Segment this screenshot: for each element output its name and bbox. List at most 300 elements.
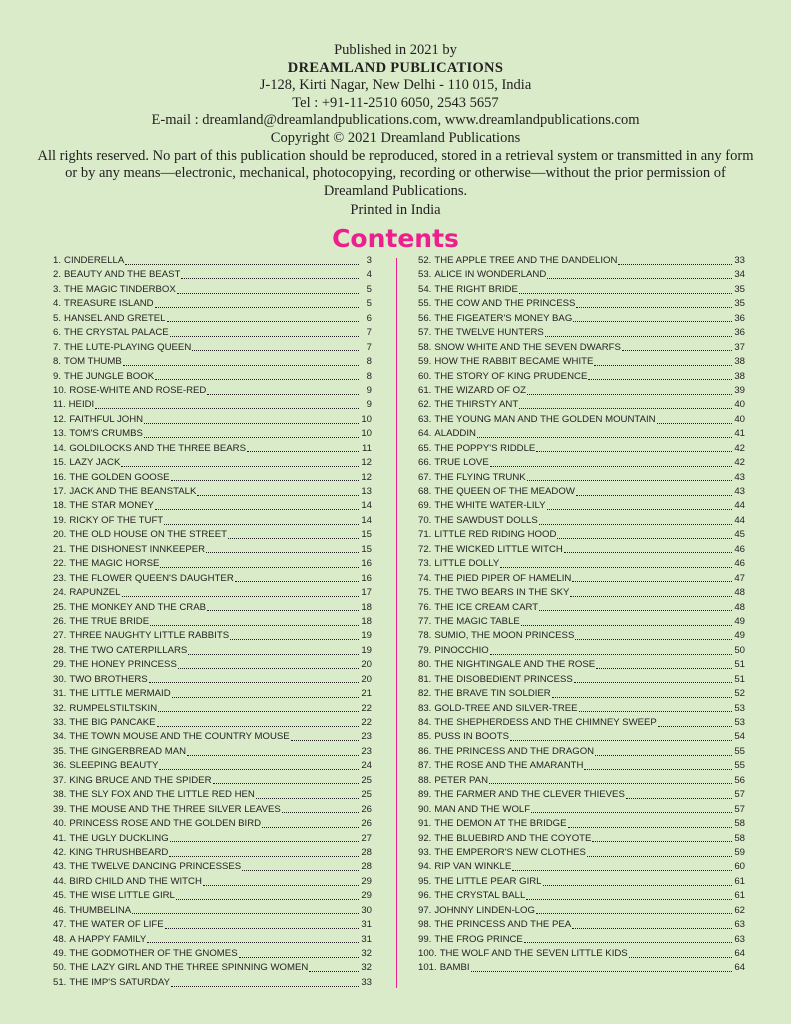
toc-entry-page: 41 (734, 428, 745, 440)
toc-entry (418, 658, 745, 672)
dot-leader (176, 889, 359, 900)
toc-entry-number: 15. (53, 457, 67, 469)
toc-entry (418, 283, 745, 297)
dot-leader (477, 427, 732, 438)
toc-entry-page: 51 (734, 673, 745, 685)
dot-leader (188, 644, 359, 655)
toc-entry-page: 43 (734, 471, 745, 483)
dot-leader (207, 600, 359, 611)
dot-leader (576, 297, 732, 308)
toc-entry-number: 54. (418, 283, 432, 295)
toc-entry-page: 23 (361, 731, 372, 743)
toc-entry-page: 62 (734, 904, 745, 916)
toc-entry-page: 8 (366, 356, 372, 368)
toc-entry-page: 9 (366, 399, 372, 411)
toc-entry-page: 44 (734, 514, 745, 526)
toc-entry-page: 26 (361, 818, 372, 830)
toc-entry (53, 499, 372, 513)
dot-leader (519, 398, 732, 409)
toc-entry-number: 24. (53, 587, 67, 599)
toc-entry-page: 10 (361, 428, 372, 440)
toc-entry-page: 63 (734, 933, 745, 945)
dot-leader (500, 557, 732, 568)
toc-entry-title: THE WISE LITTLE GIRL (69, 890, 175, 902)
toc-entry-number: 27. (53, 630, 67, 642)
toc-entry-number: 53. (418, 269, 432, 281)
toc-entry-page: 43 (734, 486, 745, 497)
dot-leader (170, 831, 359, 842)
toc-entry-page: 11 (362, 442, 372, 454)
toc-entry (53, 326, 372, 340)
toc-entry (418, 716, 745, 730)
toc-entry-title: TWO BROTHERS (69, 673, 148, 685)
toc-entry-page: 5 (366, 298, 372, 310)
dot-leader (171, 470, 359, 481)
toc-entry-title: THE TWELVE HUNTERS (434, 327, 544, 339)
toc-entry-number: 13. (53, 428, 67, 440)
toc-entry-number: 60. (418, 370, 432, 382)
toc-entry-page: 6 (366, 312, 372, 324)
toc-entry (418, 745, 745, 759)
dot-leader (242, 860, 359, 871)
contents-column-left (53, 254, 372, 990)
toc-entry (418, 370, 745, 384)
toc-entry (418, 485, 745, 499)
toc-entry-number: 63. (418, 413, 432, 425)
toc-entry (53, 933, 372, 947)
toc-entry-number: 6. (53, 327, 62, 339)
dot-leader (282, 802, 359, 813)
toc-entry (418, 961, 745, 975)
toc-entry (418, 817, 745, 831)
toc-entry (418, 528, 745, 542)
dot-leader (132, 903, 359, 914)
toc-entry-page: 35 (734, 283, 745, 295)
toc-entry-title: THE MAGIC HORSE (69, 558, 160, 570)
toc-entry (53, 601, 372, 615)
toc-entry-number: 89. (418, 789, 432, 801)
toc-entry-page: 55 (734, 745, 745, 757)
toc-entry (418, 860, 745, 874)
toc-entry (418, 601, 745, 615)
toc-entry-title: LITTLE DOLLY (434, 558, 500, 570)
toc-entry (53, 759, 372, 773)
toc-entry-number: 42. (53, 846, 67, 858)
toc-entry-page: 59 (734, 846, 745, 858)
toc-entry-page: 31 (361, 919, 372, 931)
toc-entry (418, 889, 745, 903)
toc-entry (418, 644, 745, 658)
toc-entry-page: 56 (734, 774, 745, 786)
dot-leader (170, 326, 359, 337)
toc-entry-title: THE WOLF AND THE SEVEN LITTLE KIDS (439, 948, 628, 959)
toc-entry-page: 30 (361, 904, 372, 916)
publisher-telephone: Tel : +91-11-2510 6050, 2543 5657 (292, 94, 499, 111)
toc-entry-title: HOW THE RABBIT BECAME WHITE (434, 356, 594, 368)
toc-entry-number: 98. (418, 919, 432, 931)
toc-entry (53, 774, 372, 788)
toc-entry (53, 846, 372, 860)
toc-entry-number: 59. (418, 356, 432, 368)
toc-entry-page: 44 (734, 500, 745, 512)
toc-entry-number: 11. (53, 399, 66, 411)
toc-entry (53, 254, 372, 268)
toc-entry-page: 50 (734, 644, 745, 656)
toc-entry-title: THE STAR MONEY (69, 500, 154, 512)
toc-entry (53, 644, 372, 658)
toc-entry-title: THE OLD HOUSE ON THE STREET (69, 529, 227, 541)
toc-entry (418, 803, 745, 817)
toc-entry-number: 58. (418, 341, 432, 353)
toc-entry-title: THE QUEEN OF THE MEADOW (434, 486, 575, 497)
toc-entry (418, 846, 745, 860)
toc-entry-page: 26 (361, 803, 372, 815)
toc-entry-page: 33 (361, 976, 372, 988)
toc-entry-page: 48 (734, 587, 745, 599)
toc-entry (418, 398, 745, 412)
toc-entry-number: 28. (53, 644, 67, 656)
toc-entry-page: 31 (361, 933, 372, 945)
toc-entry-title: THE TWELVE DANCING PRINCESSES (69, 861, 242, 873)
toc-entry-title: THE BLUEBIRD AND THE COYOTE (434, 832, 592, 844)
toc-entry (53, 485, 372, 499)
dot-leader (206, 542, 359, 553)
toc-entry-page: 28 (361, 846, 372, 858)
toc-entry-number: 100. (418, 948, 437, 959)
toc-entry-number: 1. (53, 255, 62, 266)
toc-entry (418, 499, 745, 513)
toc-entry-title: THE STORY OF KING PRUDENCE (434, 370, 588, 382)
toc-entry-page: 36 (734, 312, 745, 324)
dot-leader (213, 773, 359, 784)
toc-entry-page: 46 (734, 558, 745, 570)
toc-entry-page: 21 (361, 688, 372, 700)
toc-entry-title: THE MAGIC TINDERBOX (64, 283, 176, 295)
dot-leader (552, 687, 732, 698)
toc-entry-title: THE PIED PIPER OF HAMELIN (434, 572, 572, 584)
dot-leader (594, 355, 732, 366)
toc-entry-title: THE IMP'S SATURDAY (69, 976, 170, 988)
toc-entry (53, 442, 372, 456)
toc-entry-title: THE FROG PRINCE (434, 933, 523, 945)
toc-entry-page: 7 (366, 341, 372, 353)
toc-entry-title: RICKY OF THE TUFT (69, 514, 164, 526)
toc-entry-number: 38. (53, 789, 67, 801)
dot-leader (144, 427, 359, 438)
dot-leader (539, 600, 732, 611)
dot-leader (122, 586, 359, 597)
toc-entry (418, 687, 745, 701)
toc-entry-title: THE POPPY'S RIDDLE (434, 442, 536, 454)
toc-entry-number: 79. (418, 644, 432, 656)
toc-entry (53, 702, 372, 716)
toc-entry (53, 961, 372, 975)
toc-entry-page: 57 (734, 789, 745, 801)
toc-entry-number: 69. (418, 500, 432, 512)
toc-entry-number: 43. (53, 861, 67, 873)
toc-entry-number: 78. (418, 630, 432, 642)
toc-entry-number: 10. (53, 384, 67, 396)
dot-leader (165, 918, 359, 929)
toc-entry-title: THE GODMOTHER OF THE GNOMES (69, 948, 238, 959)
toc-entry (418, 933, 745, 947)
toc-entry-title: ROSE-WHITE AND ROSE-RED (69, 384, 207, 396)
toc-entry-page: 5 (366, 283, 372, 295)
toc-entry-title: THE DISHONEST INNKEEPER (69, 543, 206, 555)
dot-leader (144, 413, 359, 424)
toc-entry-title: THE BRAVE TIN SOLDIER (434, 688, 551, 700)
toc-entry-title: HEIDI (68, 399, 95, 411)
toc-entry-title: THE WHITE WATER-LILY (434, 500, 546, 512)
dot-leader (539, 514, 732, 525)
toc-entry-number: 14. (53, 442, 67, 454)
toc-entry (418, 759, 745, 773)
dot-leader (309, 961, 359, 972)
toc-entry-number: 22. (53, 558, 67, 570)
toc-entry (53, 817, 372, 831)
toc-entry-page: 10 (361, 413, 372, 425)
toc-entry (53, 716, 372, 730)
toc-entry-number: 26. (53, 615, 67, 627)
dot-leader (160, 557, 359, 568)
toc-entry-number: 50. (53, 962, 67, 974)
dot-leader (545, 326, 732, 337)
toc-entry-page: 57 (734, 803, 745, 815)
dot-leader (618, 254, 732, 265)
dot-leader (524, 932, 732, 943)
dot-leader (531, 802, 732, 813)
toc-entry-page: 51 (734, 659, 745, 671)
toc-entry (53, 557, 372, 571)
column-divider (396, 258, 397, 988)
dot-leader (192, 340, 359, 351)
dot-leader (572, 571, 732, 582)
toc-entry (418, 384, 745, 398)
toc-entry (53, 312, 372, 326)
toc-entry (418, 543, 745, 557)
toc-entry (418, 557, 745, 571)
toc-entry-number: 85. (418, 731, 432, 743)
published-line: Published in 2021 by (334, 42, 457, 58)
dot-leader (177, 283, 359, 294)
toc-entry-title: PUSS IN BOOTS (434, 731, 509, 743)
dot-leader (291, 730, 359, 741)
toc-entry-page: 7 (366, 327, 372, 339)
toc-entry-title: LITTLE RED RIDING HOOD (434, 529, 557, 541)
toc-entry-title: BAMBI (439, 962, 470, 974)
toc-entry-number: 80. (418, 659, 432, 671)
toc-entry-number: 82. (418, 688, 432, 700)
toc-entry-page: 14 (361, 514, 372, 526)
toc-entry-title: FAITHFUL JOHN (69, 413, 144, 425)
toc-entry-number: 67. (418, 471, 432, 483)
toc-entry-title: KING BRUCE AND THE SPIDER (69, 774, 212, 786)
toc-entry-page: 8 (366, 370, 372, 382)
dot-leader (489, 773, 732, 784)
toc-entry-page: 25 (361, 774, 372, 786)
toc-entry-page: 39 (734, 384, 745, 396)
toc-entry-page: 49 (734, 630, 745, 642)
toc-entry (418, 427, 745, 441)
toc-entry-title: THE WICKED LITTLE WITCH (434, 543, 563, 555)
toc-entry-title: THE DISOBEDIENT PRINCESS (434, 673, 573, 685)
toc-entry (53, 586, 372, 600)
toc-entry (418, 947, 745, 961)
toc-entry-title: THE SLY FOX AND THE LITTLE RED HEN (69, 789, 255, 801)
toc-entry-title: THE SHEPHERDESS AND THE CHIMNEY SWEEP (434, 717, 657, 728)
dot-leader (596, 658, 732, 669)
dot-leader (622, 340, 732, 351)
toc-entry (53, 832, 372, 846)
toc-entry-title: RIP VAN WINKLE (434, 861, 512, 873)
toc-entry (418, 297, 745, 311)
toc-entry (53, 268, 372, 282)
toc-entry-page: 60 (734, 861, 745, 873)
toc-entry (53, 947, 372, 961)
toc-entry-number: 90. (418, 803, 432, 815)
toc-entry-page: 20 (361, 673, 372, 685)
toc-entry-page: 53 (734, 717, 745, 728)
toc-entry-page: 58 (734, 832, 745, 844)
toc-entry-number: 57. (418, 327, 432, 339)
toc-entry-page: 48 (734, 601, 745, 613)
toc-entry-number: 48. (53, 933, 67, 945)
toc-entry-title: THE THIRSTY ANT (434, 399, 519, 411)
toc-entry-number: 72. (418, 543, 432, 555)
toc-entry-number: 62. (418, 399, 432, 411)
toc-entry-number: 25. (53, 601, 67, 613)
toc-entry-number: 18. (53, 500, 67, 512)
toc-entry-number: 56. (418, 312, 432, 324)
toc-entry-title: THE TRUE BRIDE (69, 615, 150, 627)
toc-entry-number: 19. (53, 514, 67, 526)
toc-entry-title: THE MAGIC TABLE (434, 615, 520, 627)
toc-entry-page: 53 (734, 702, 745, 714)
toc-entry-number: 71. (418, 529, 432, 541)
dot-leader (158, 701, 359, 712)
toc-entry-page: 12 (361, 471, 372, 483)
toc-entry-title: THE ROSE AND THE AMARANTH (434, 760, 584, 772)
dot-leader (123, 355, 359, 366)
toc-entry-title: THREE NAUGHTY LITTLE RABBITS (69, 630, 230, 642)
toc-entry (53, 904, 372, 918)
toc-entry-title: BIRD CHILD AND THE WITCH (69, 875, 202, 887)
toc-entry-title: THE UGLY DUCKLING (69, 832, 169, 844)
dot-leader (658, 716, 732, 727)
dot-leader (490, 456, 732, 467)
toc-entry-number: 34. (53, 731, 67, 743)
toc-entry-number: 87. (418, 760, 432, 772)
toc-entry-number: 30. (53, 673, 67, 685)
dot-leader (256, 788, 359, 799)
toc-entry-title: THE FLYING TRUNK (434, 471, 526, 483)
toc-entry-page: 29 (361, 890, 372, 902)
toc-entry-number: 96. (418, 890, 432, 902)
toc-entry-page: 36 (734, 327, 745, 339)
toc-entry-number: 51. (53, 976, 67, 988)
publisher-address: J-128, Kirti Nagar, New Delhi - 110 015, India (259, 77, 532, 94)
dot-leader (181, 268, 359, 279)
toc-entry-number: 99. (418, 933, 432, 945)
publisher-name: DREAMLAND PUBLICATIONS (287, 59, 504, 76)
toc-entry-number: 74. (418, 572, 432, 584)
toc-entry-page: 18 (361, 615, 372, 627)
dot-leader (207, 384, 359, 395)
toc-entry-number: 45. (53, 890, 67, 902)
dot-leader (164, 514, 359, 525)
toc-entry-page: 16 (361, 558, 372, 570)
dot-leader (235, 571, 359, 582)
toc-entry-page: 19 (361, 644, 372, 656)
toc-entry-number: 39. (53, 803, 67, 815)
toc-entry-number: 44. (53, 875, 67, 887)
toc-entry-number: 2. (53, 269, 62, 281)
toc-entry-title: CINDERELLA (64, 255, 125, 266)
toc-entry (53, 528, 372, 542)
toc-entry-page: 15 (361, 543, 372, 555)
toc-entry-title: THE LUTE-PLAYING QUEEN (64, 341, 192, 353)
toc-entry (53, 355, 372, 369)
toc-entry-title: PINOCCHIO (434, 644, 489, 656)
rights-statement: All rights reserved. No part of this publication should be reproduced, stored in a retrieval system or transmitted in any form or by any means—electronic, mechanical, photocopying, recording or otherwise—without the prior permission of Dreamland Publications. (37, 147, 754, 199)
toc-entry-number: 17. (53, 486, 67, 497)
dot-leader (629, 947, 732, 958)
toc-entry (418, 629, 745, 643)
toc-entry-page: 42 (734, 457, 745, 469)
toc-entry (53, 788, 372, 802)
toc-entry-number: 49. (53, 948, 67, 959)
toc-entry-number: 20. (53, 529, 67, 541)
dot-leader (527, 384, 732, 395)
dot-leader (568, 817, 732, 828)
toc-entry-title: THE LITTLE PEAR GIRL (434, 875, 542, 887)
toc-entry-title: THE ICE CREAM CART (434, 601, 539, 613)
dot-leader (573, 311, 732, 322)
dot-leader (203, 875, 359, 886)
toc-entry (53, 514, 372, 528)
toc-entry-title: SNOW WHITE AND THE SEVEN DWARFS (434, 341, 621, 353)
toc-entry-page: 16 (361, 572, 372, 584)
dot-leader (584, 759, 732, 770)
dot-leader (588, 369, 732, 380)
toc-entry-title: BEAUTY AND THE BEAST (64, 269, 181, 281)
publisher-email: E-mail : dreamland@dreamlandpublications.com, www.dreamlandpublications.com (151, 112, 640, 129)
toc-entry (53, 297, 372, 311)
toc-entry-title: THE TWO BEARS IN THE SKY (434, 587, 570, 599)
toc-entry-title: THE GINGERBREAD MAN (69, 745, 187, 757)
toc-entry-number: 12. (53, 413, 67, 425)
toc-entry-page: 42 (734, 442, 745, 454)
toc-entry (418, 572, 745, 586)
toc-entry-page: 38 (734, 356, 745, 368)
toc-entry (53, 427, 372, 441)
toc-entry-number: 101. (418, 962, 437, 974)
toc-entry-number: 83. (418, 702, 432, 714)
toc-entry-number: 7. (53, 341, 62, 353)
toc-entry-number: 8. (53, 356, 62, 368)
toc-entry-number: 88. (418, 774, 432, 786)
toc-entry-number: 65. (418, 442, 432, 454)
toc-entry (418, 774, 745, 788)
toc-entry-number: 37. (53, 774, 67, 786)
toc-entry-page: 29 (361, 875, 372, 887)
toc-entry (53, 341, 372, 355)
toc-entry-number: 61. (418, 384, 432, 396)
toc-entry-page: 3 (366, 255, 372, 266)
dot-leader (579, 701, 732, 712)
dot-leader (510, 730, 732, 741)
toc-entry-number: 52. (418, 255, 432, 266)
